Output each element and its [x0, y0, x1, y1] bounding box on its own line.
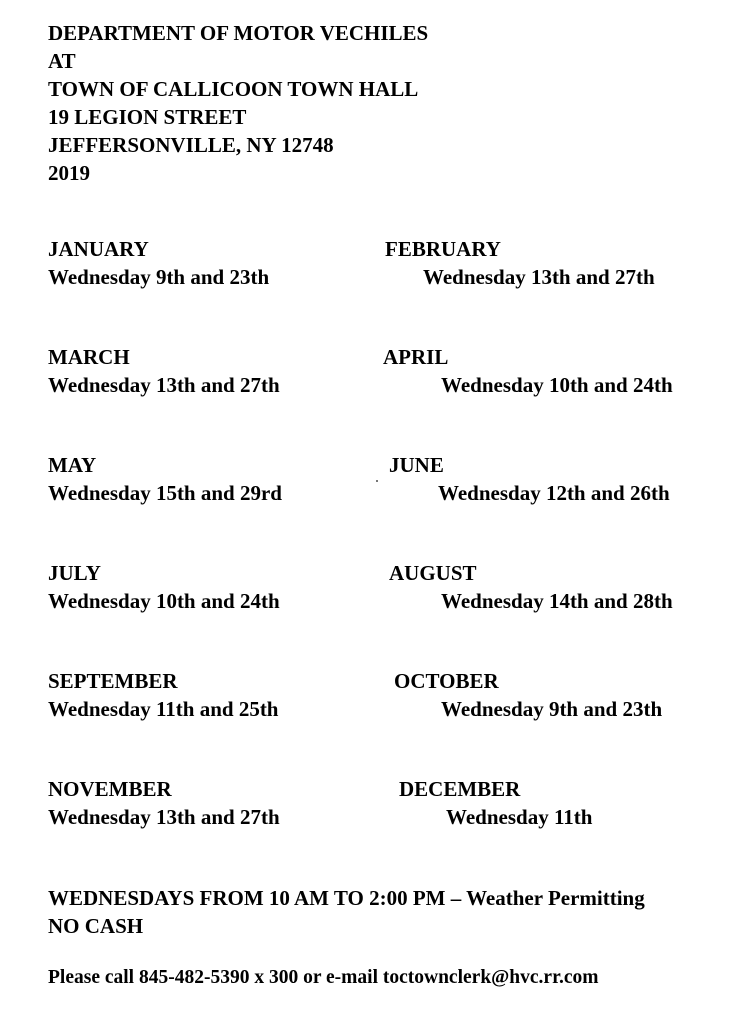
month-dates: Wednesday 9th and 23th: [48, 265, 270, 289]
month-dates: Wednesday 13th and 27th: [48, 805, 280, 829]
month-march: [48, 343, 280, 399]
month-dates: Wednesday 11th: [446, 805, 593, 829]
office-hours: [48, 884, 645, 940]
month-dates: Wednesday 10th and 24th: [441, 373, 673, 397]
month-name: AUGUST: [389, 561, 477, 585]
month-april: [383, 343, 673, 399]
month-name: DECEMBER: [399, 777, 521, 801]
month-name: NOVEMBER: [48, 777, 172, 801]
header-location: TOWN OF CALLICOON TOWN HALL: [48, 77, 419, 101]
month-name: SEPTEMBER: [48, 669, 178, 693]
month-name: JULY: [48, 561, 101, 585]
header-title: DEPARTMENT OF MOTOR VECHILES: [48, 21, 429, 45]
month-november: [48, 775, 280, 831]
month-dates: Wednesday 13th and 27th: [48, 373, 280, 397]
month-february: [385, 235, 655, 291]
month-september: [48, 667, 279, 723]
month-may: [48, 451, 282, 507]
month-name: MARCH: [48, 345, 130, 369]
month-name: JANUARY: [48, 237, 149, 261]
document-header: [48, 19, 428, 187]
month-name: FEBRUARY: [385, 237, 501, 261]
header-city: JEFFERSONVILLE, NY 12748: [48, 133, 334, 157]
month-dates: Wednesday 10th and 24th: [48, 589, 280, 613]
month-dates: Wednesday 9th and 23th: [441, 697, 663, 721]
month-july: [48, 559, 280, 615]
hours-text: WEDNESDAYS FROM 10 AM TO 2:00 PM – Weather Permitting: [48, 886, 645, 910]
month-june: [389, 451, 670, 507]
month-dates: Wednesday 11th and 25th: [48, 697, 279, 721]
month-october: [394, 667, 662, 723]
header-at: AT: [48, 49, 76, 73]
month-dates: Wednesday 12th and 26th: [438, 481, 670, 505]
month-august: [389, 559, 673, 615]
contact-info: Please call 845-482-5390 x 300 or e-mail toctownclerk@hvc.rr.com: [48, 967, 599, 988]
month-name: APRIL: [383, 345, 449, 369]
scan-speck: [376, 480, 378, 482]
header-street: 19 LEGION STREET: [48, 105, 247, 129]
month-name: OCTOBER: [394, 669, 499, 693]
payment-note: NO CASH: [48, 914, 144, 938]
month-name: MAY: [48, 453, 97, 477]
month-january: [48, 235, 269, 291]
month-december: [399, 775, 592, 831]
month-name: JUNE: [389, 453, 444, 477]
month-dates: Wednesday 14th and 28th: [441, 589, 673, 613]
month-dates: Wednesday 15th and 29rd: [48, 481, 282, 505]
month-dates: Wednesday 13th and 27th: [423, 265, 655, 289]
header-year: 2019: [48, 161, 90, 185]
